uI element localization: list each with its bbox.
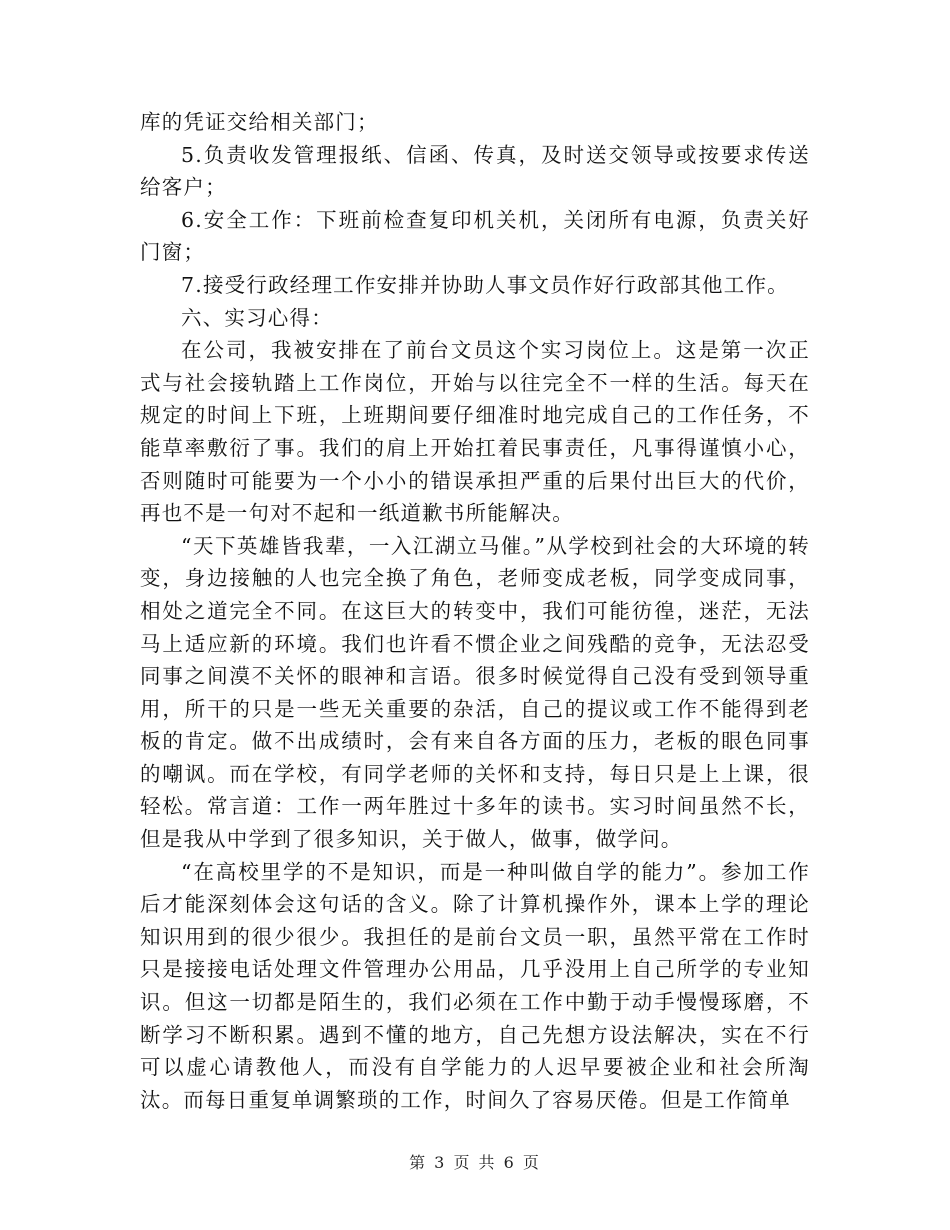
section-heading: 六、实习心得：	[181, 305, 333, 330]
document-body	[140, 106, 810, 1116]
paragraph-body: “天下英雄皆我辈，一入江湖立马催。”从学校到社会的大环境的转变，身边接触的人也完全换了角色，老师变成老板，同学变成同事，相处之道完全不同。在这巨大的转变中，我们可能彷徨，迷茫，无法马上适应新的环境。我们也许看不惯企业之间残酷的竞争，无法忍受同事之间漠不关怀的眼神和言语。很多时候觉得自己没有受到领导重用，所干的只是一些无关重要的杂活，自己的提议或工作不能得到老板的肯定。做不出成绩时，会有来自各方面的压力，老板的眼色同事的嘲讽。而在学校，有同学老师的关怀和支持，每日只是上上课，很轻松。常言道：工作一两年胜过十多年的读书。实习时间虽然不长，但是我从中学到了很多知识，关于做人，做事，做学问。	[140, 533, 810, 852]
paragraph-item-6: 6.安全工作：下班前检查复印机关机，关闭所有电源，负责关好门窗；	[140, 207, 810, 265]
paragraph-item-5: 5.负责收发管理报纸、信函、传真，及时送交领导或按要求传送给客户；	[140, 142, 810, 200]
paragraph-continuation: 库的凭证交给相关部门；	[140, 110, 379, 134]
paragraph-item-7: 7.接受行政经理工作安排并协助人事文员作好行政部其他工作。	[181, 272, 789, 297]
page-number-footer: 第 3 页 共 6 页	[409, 1153, 541, 1172]
paragraph-body: “在高校里学的不是知识，而是一种叫做自学的能力”。参加工作后才能深刻体会这句话的含义。除了计算机操作外，课本上学的理论知识用到的很少很少。我担任的是前台文员一职，虽然平常在工作时只是接接电话处理文件管理办公用品，几乎没用上自己所学的专业知识。但这一切都是陌生的，我们必须在工作中勤于动手慢慢琢磨，不断学习不断积累。遇到不懂的地方，自己先想方设法解决，实在不行可以虚心请教他人，而没有自学能力的人迟早要被企业和社会所淘汰。而每日重复单调繁琐的工作，时间久了容易厌倦。但是工作简单	[140, 859, 810, 1112]
paragraph-body: 在公司，我被安排在了前台文员这个实习岗位上。这是第一次正式与社会接轨踏上工作岗位，开始与以往完全不一样的生活。每天在规定的时间上下班，上班期间要仔细准时地完成自己的工作任务，不能草率敷衍了事。我们的肩上开始扛着民事责任，凡事得谨慎小心，否则随时可能要为一个小小的错误承担严重的后果付出巨大的代价，再也不是一句对不起和一纸道歉书所能解决。	[140, 338, 810, 526]
